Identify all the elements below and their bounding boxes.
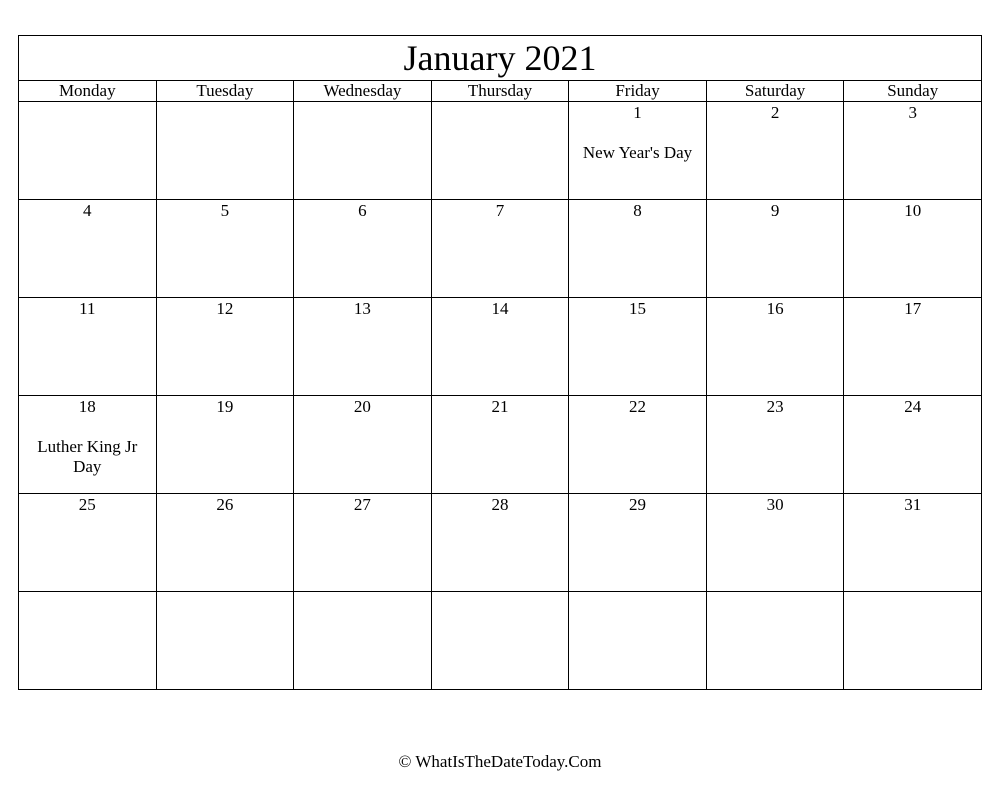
day-cell: [706, 592, 844, 690]
day-cell: [156, 298, 294, 396]
day-number: [294, 102, 431, 103]
day-number: 28: [491, 495, 509, 514]
day-number: [157, 592, 294, 593]
week-row: [19, 592, 982, 690]
day-number: 9: [770, 201, 780, 220]
day-number: 13: [353, 299, 371, 318]
day-cell: [156, 396, 294, 494]
day-number: [707, 592, 844, 593]
title-row: [19, 36, 982, 81]
day-number: 3: [908, 103, 917, 122]
day-cell: [156, 592, 294, 690]
day-cell: [569, 200, 707, 298]
week-row: [19, 298, 982, 396]
footer-copyright: © WhatIsTheDateToday.Com: [398, 752, 602, 771]
day-number: 12: [216, 299, 234, 318]
day-number: 17: [904, 299, 922, 318]
weekday-saturday: Saturday: [706, 81, 844, 102]
day-number: 15: [629, 299, 647, 318]
day-cell: [294, 102, 432, 200]
day-cell: [294, 200, 432, 298]
day-cell: [844, 102, 982, 200]
day-number: 8: [633, 201, 642, 220]
week-row: [19, 494, 982, 592]
day-cell: [569, 494, 707, 592]
day-cell: [431, 298, 569, 396]
day-cell: [569, 298, 707, 396]
day-cell: [706, 102, 844, 200]
day-cell: [294, 298, 432, 396]
day-number: 7: [495, 201, 505, 220]
day-number: 31: [904, 495, 922, 514]
week-row: [19, 200, 982, 298]
day-cell: [569, 396, 707, 494]
day-number: 23: [766, 397, 784, 416]
day-cell: [431, 592, 569, 690]
day-number: 25: [78, 495, 96, 514]
day-number: [569, 592, 706, 593]
day-cell: [431, 200, 569, 298]
weekday-friday: Friday: [569, 81, 707, 102]
day-number: 29: [629, 495, 647, 514]
day-number: 2: [770, 103, 780, 122]
day-cell: [844, 494, 982, 592]
day-cell: [844, 592, 982, 690]
day-cell: [844, 396, 982, 494]
day-number: 5: [220, 201, 230, 220]
week-row: [19, 102, 982, 200]
day-cell: [19, 396, 157, 494]
day-number: [19, 592, 156, 593]
weekday-wednesday: Wednesday: [294, 81, 432, 102]
day-cell: [156, 102, 294, 200]
day-cell: [156, 200, 294, 298]
day-number: [432, 592, 569, 593]
day-cell: [706, 396, 844, 494]
day-number: 27: [353, 495, 371, 514]
day-number: 30: [766, 495, 784, 514]
day-number: 14: [491, 299, 509, 318]
weekday-thursday: Thursday: [431, 81, 569, 102]
day-cell: [19, 102, 157, 200]
day-number: 22: [629, 397, 647, 416]
day-number: [157, 102, 294, 103]
day-cell: [19, 298, 157, 396]
day-number: 16: [766, 299, 784, 318]
day-cell: [706, 200, 844, 298]
day-cell: [19, 494, 157, 592]
day-cell: [706, 494, 844, 592]
day-number: [432, 102, 569, 103]
day-cell: [294, 494, 432, 592]
holiday-label: Luther King Jr Day: [37, 437, 138, 476]
day-cell: [569, 102, 707, 200]
week-row: [19, 396, 982, 494]
day-cell: [431, 396, 569, 494]
day-cell: [19, 200, 157, 298]
day-cell: [844, 298, 982, 396]
weekday-header-row: [19, 81, 982, 102]
day-cell: [156, 494, 294, 592]
calendar-title: January 2021: [19, 36, 982, 81]
day-cell: [294, 396, 432, 494]
day-cell: [431, 494, 569, 592]
holiday-label: New Year's Day: [582, 143, 693, 162]
day-number: 24: [904, 397, 922, 416]
day-number: [294, 592, 431, 593]
day-number: 19: [216, 397, 234, 416]
day-number: 21: [491, 397, 509, 416]
day-cell: [844, 200, 982, 298]
weekday-monday: Monday: [19, 81, 157, 102]
day-number: 6: [358, 201, 367, 220]
weekday-sunday: Sunday: [844, 81, 982, 102]
weekday-tuesday: Tuesday: [156, 81, 294, 102]
day-number: [19, 102, 156, 103]
day-number: 11: [79, 299, 96, 318]
day-number: 18: [78, 397, 96, 416]
day-cell: [569, 592, 707, 690]
day-number: 1: [633, 103, 642, 122]
day-cell: [294, 592, 432, 690]
day-number: 10: [904, 201, 922, 220]
day-cell: [19, 592, 157, 690]
calendar-table: [18, 35, 982, 690]
day-cell: [431, 102, 569, 200]
day-cell: [706, 298, 844, 396]
day-number: [844, 592, 981, 593]
day-number: 20: [353, 397, 371, 416]
day-number: 4: [83, 201, 92, 220]
day-number: 26: [216, 495, 234, 514]
